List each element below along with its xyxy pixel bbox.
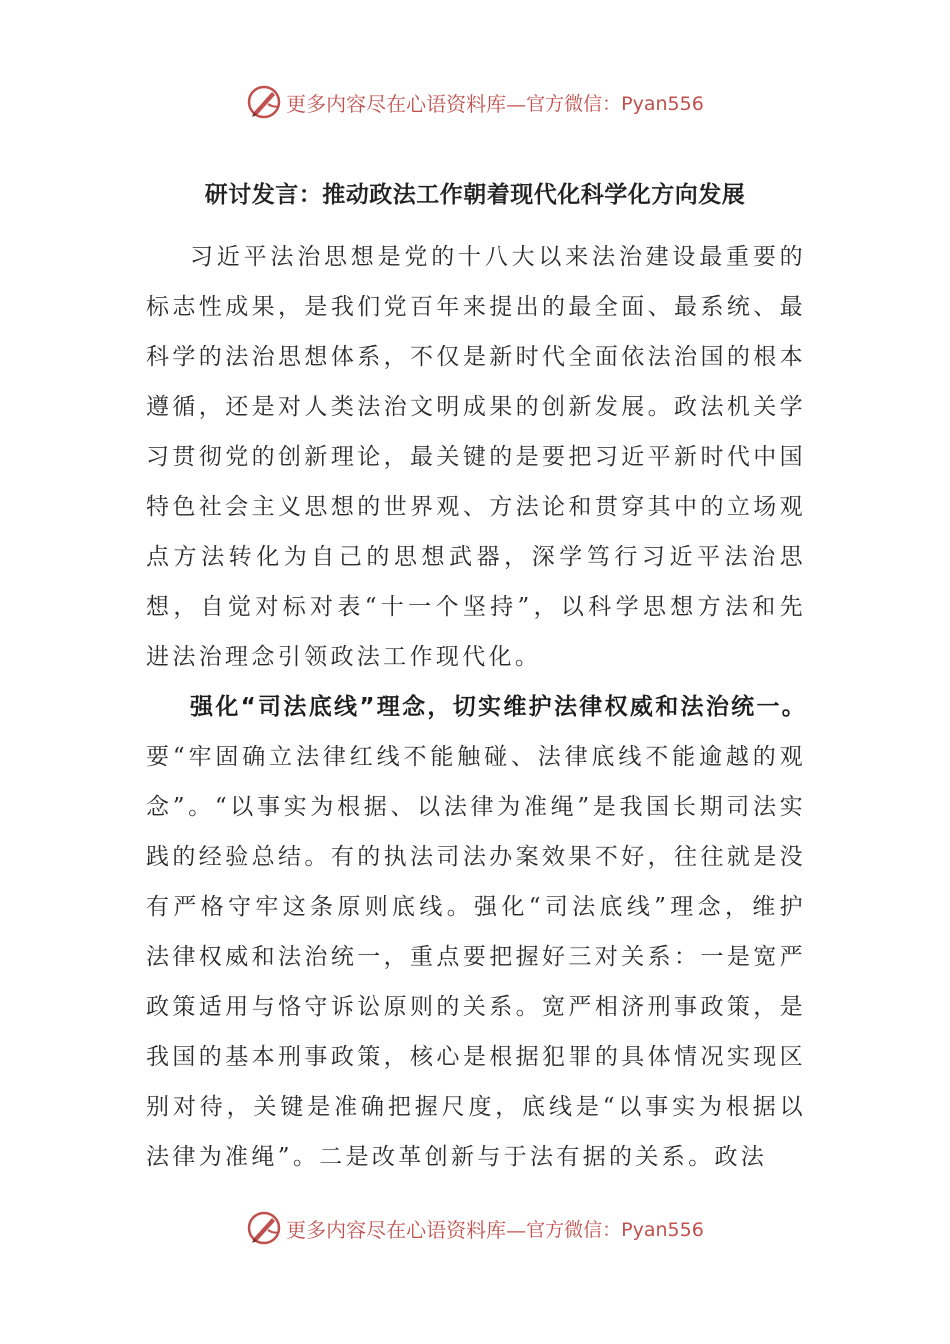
banner-contact-text: 官方微信：Pyan556 xyxy=(526,1218,704,1241)
paragraph-text: 习近平法治思想是党的十八大以来法治建设最重要的标志性成果，是我们党百年来提出的最全面、最系统、最科学的法治思想体系，不仅是新时代全面依法治国的根本遵循，还是对人类法治文明成果的创新发展。政法机关学习贯彻党的创新理论，最关键的是要把习近平新时代中国特色社会主义思想的世界观、方法论和贯穿其中的立场观点方法转化为自己的思想武器，深学笃行习近平法治思想，自觉对标对表“十一个坚持”，以科学思想方法和先进法治理念引领政法工作现代化。 xyxy=(146,244,806,670)
pen-logo-icon xyxy=(246,1210,282,1246)
paragraph-text: 要“牢固确立法律红线不能触碰、法律底线不能逾越的观念”。“以事实为根据、以法律为准绳”是我国长期司法实践的经验总结。有的执法司法办案效果不好，往往就是没有严格守牢这条原则底线。强化“司法底线”理念，维护法律权威和法治统一，重点要把握好三对关系：一是宽严政策适用与恪守诉讼原则的关系。宽严相济刑事政策，是我国的基本刑事政策，核心是根据犯罪的具体情况实现区别对待，关键是准确把握尺度，底线是“以事实为根据以法律为准绳”。二是改革创新与于法有据的关系。政法 xyxy=(146,744,806,1170)
pen-logo-icon xyxy=(246,84,282,120)
document-body xyxy=(146,232,806,1182)
paragraph-lead: 强化“司法底线”理念，切实维护法律权威和法治统一。 xyxy=(190,694,806,720)
header-banner xyxy=(0,82,950,122)
paragraph xyxy=(146,232,806,682)
paragraph xyxy=(146,682,806,1182)
document-title: 研讨发言：推动政法工作朝着现代化科学化方向发展 xyxy=(204,182,746,208)
banner-promo-text: 更多内容尽在心语资料库— xyxy=(286,1217,527,1242)
banner-promo-text: 更多内容尽在心语资料库— xyxy=(286,91,527,116)
footer-banner xyxy=(0,1208,950,1248)
banner-contact-text: 官方微信：Pyan556 xyxy=(526,92,704,115)
